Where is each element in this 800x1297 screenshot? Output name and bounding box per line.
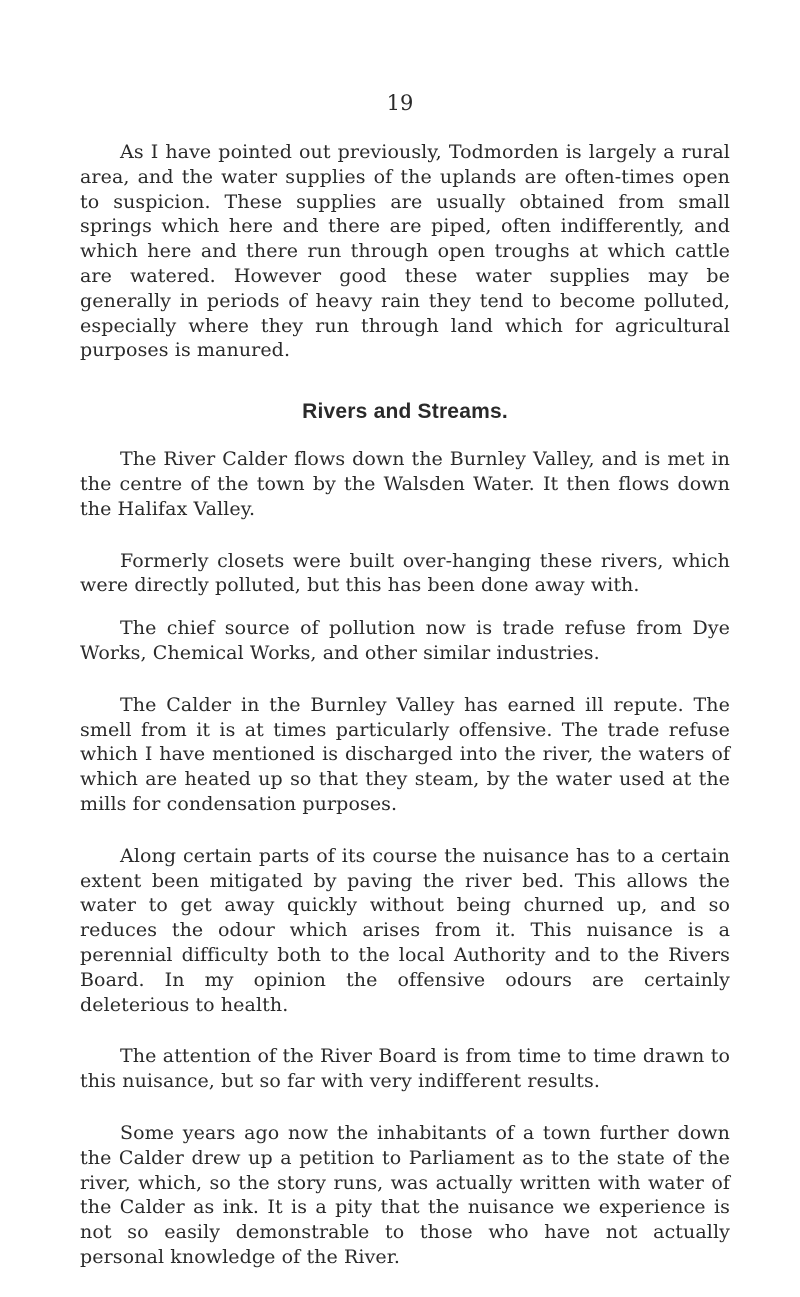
paragraph-paving: Along certain parts of its course the nuisance has to a certain extent been mitigated by paving the river bed. This allows the water to get away quickly without being churned up, and so reduces the odour which arises from it. This nuisance is a perennial difficulty both to the local Authority and to the Rivers Board. In my opinion the offensive odours are certainly deleterious to health. xyxy=(80,844,730,1016)
intro-paragraph: As I have pointed out previously, Todmorden is largely a rural area, and the water supplies of the uplands are often-times open to suspicion. These supplies are usually obtained from small springs which here and there are piped, often indifferently, and which here and there run through open troughs at which cattle are watered. However good these water supplies may be generally in periods of heavy rain they tend to become polluted, especially where they run through land which for agricultural purposes is manured. xyxy=(80,141,730,362)
paragraph-calder-repute: The Calder in the Burnley Valley has earned ill repute. The smell from it is at times particularly offensive. The trade refuse which I have mentioned is discharged into the river, the waters of which are heated up so that they steam, by the water used at the mills for condensation purposes. xyxy=(80,693,730,815)
page-number: 19 xyxy=(386,91,414,115)
paragraph-river-calder: The River Calder flows down the Burnley Valley, and is met in the centre of the town by the Walsden Water. It then flows down the Halifax Valley. xyxy=(80,448,730,520)
paragraph-closets: Formerly closets were built over-hanging these rivers, which were directly polluted, but this has been done away with. xyxy=(80,549,730,597)
paragraph-pollution-source: The chief source of pollution now is trade refuse from Dye Works, Chemical Works, and other similar industries. xyxy=(80,617,730,664)
paragraph-petition: Some years ago now the inhabitants of a town further down the Calder drew up a petition to Parliament as to the state of the river, which, so the story runs, was actually written with water of the Calder as ink. It is a pity that the nuisance we experience is not so easily demonstrable to those who have not actually personal knowledge of the River. xyxy=(80,1121,730,1268)
paragraph-river-board: The attention of the River Board is from time to time drawn to this nuisance, but so far with very indifferent results. xyxy=(80,1045,730,1093)
section-heading: Rivers and Streams. xyxy=(302,400,508,424)
document-body xyxy=(80,140,730,1297)
